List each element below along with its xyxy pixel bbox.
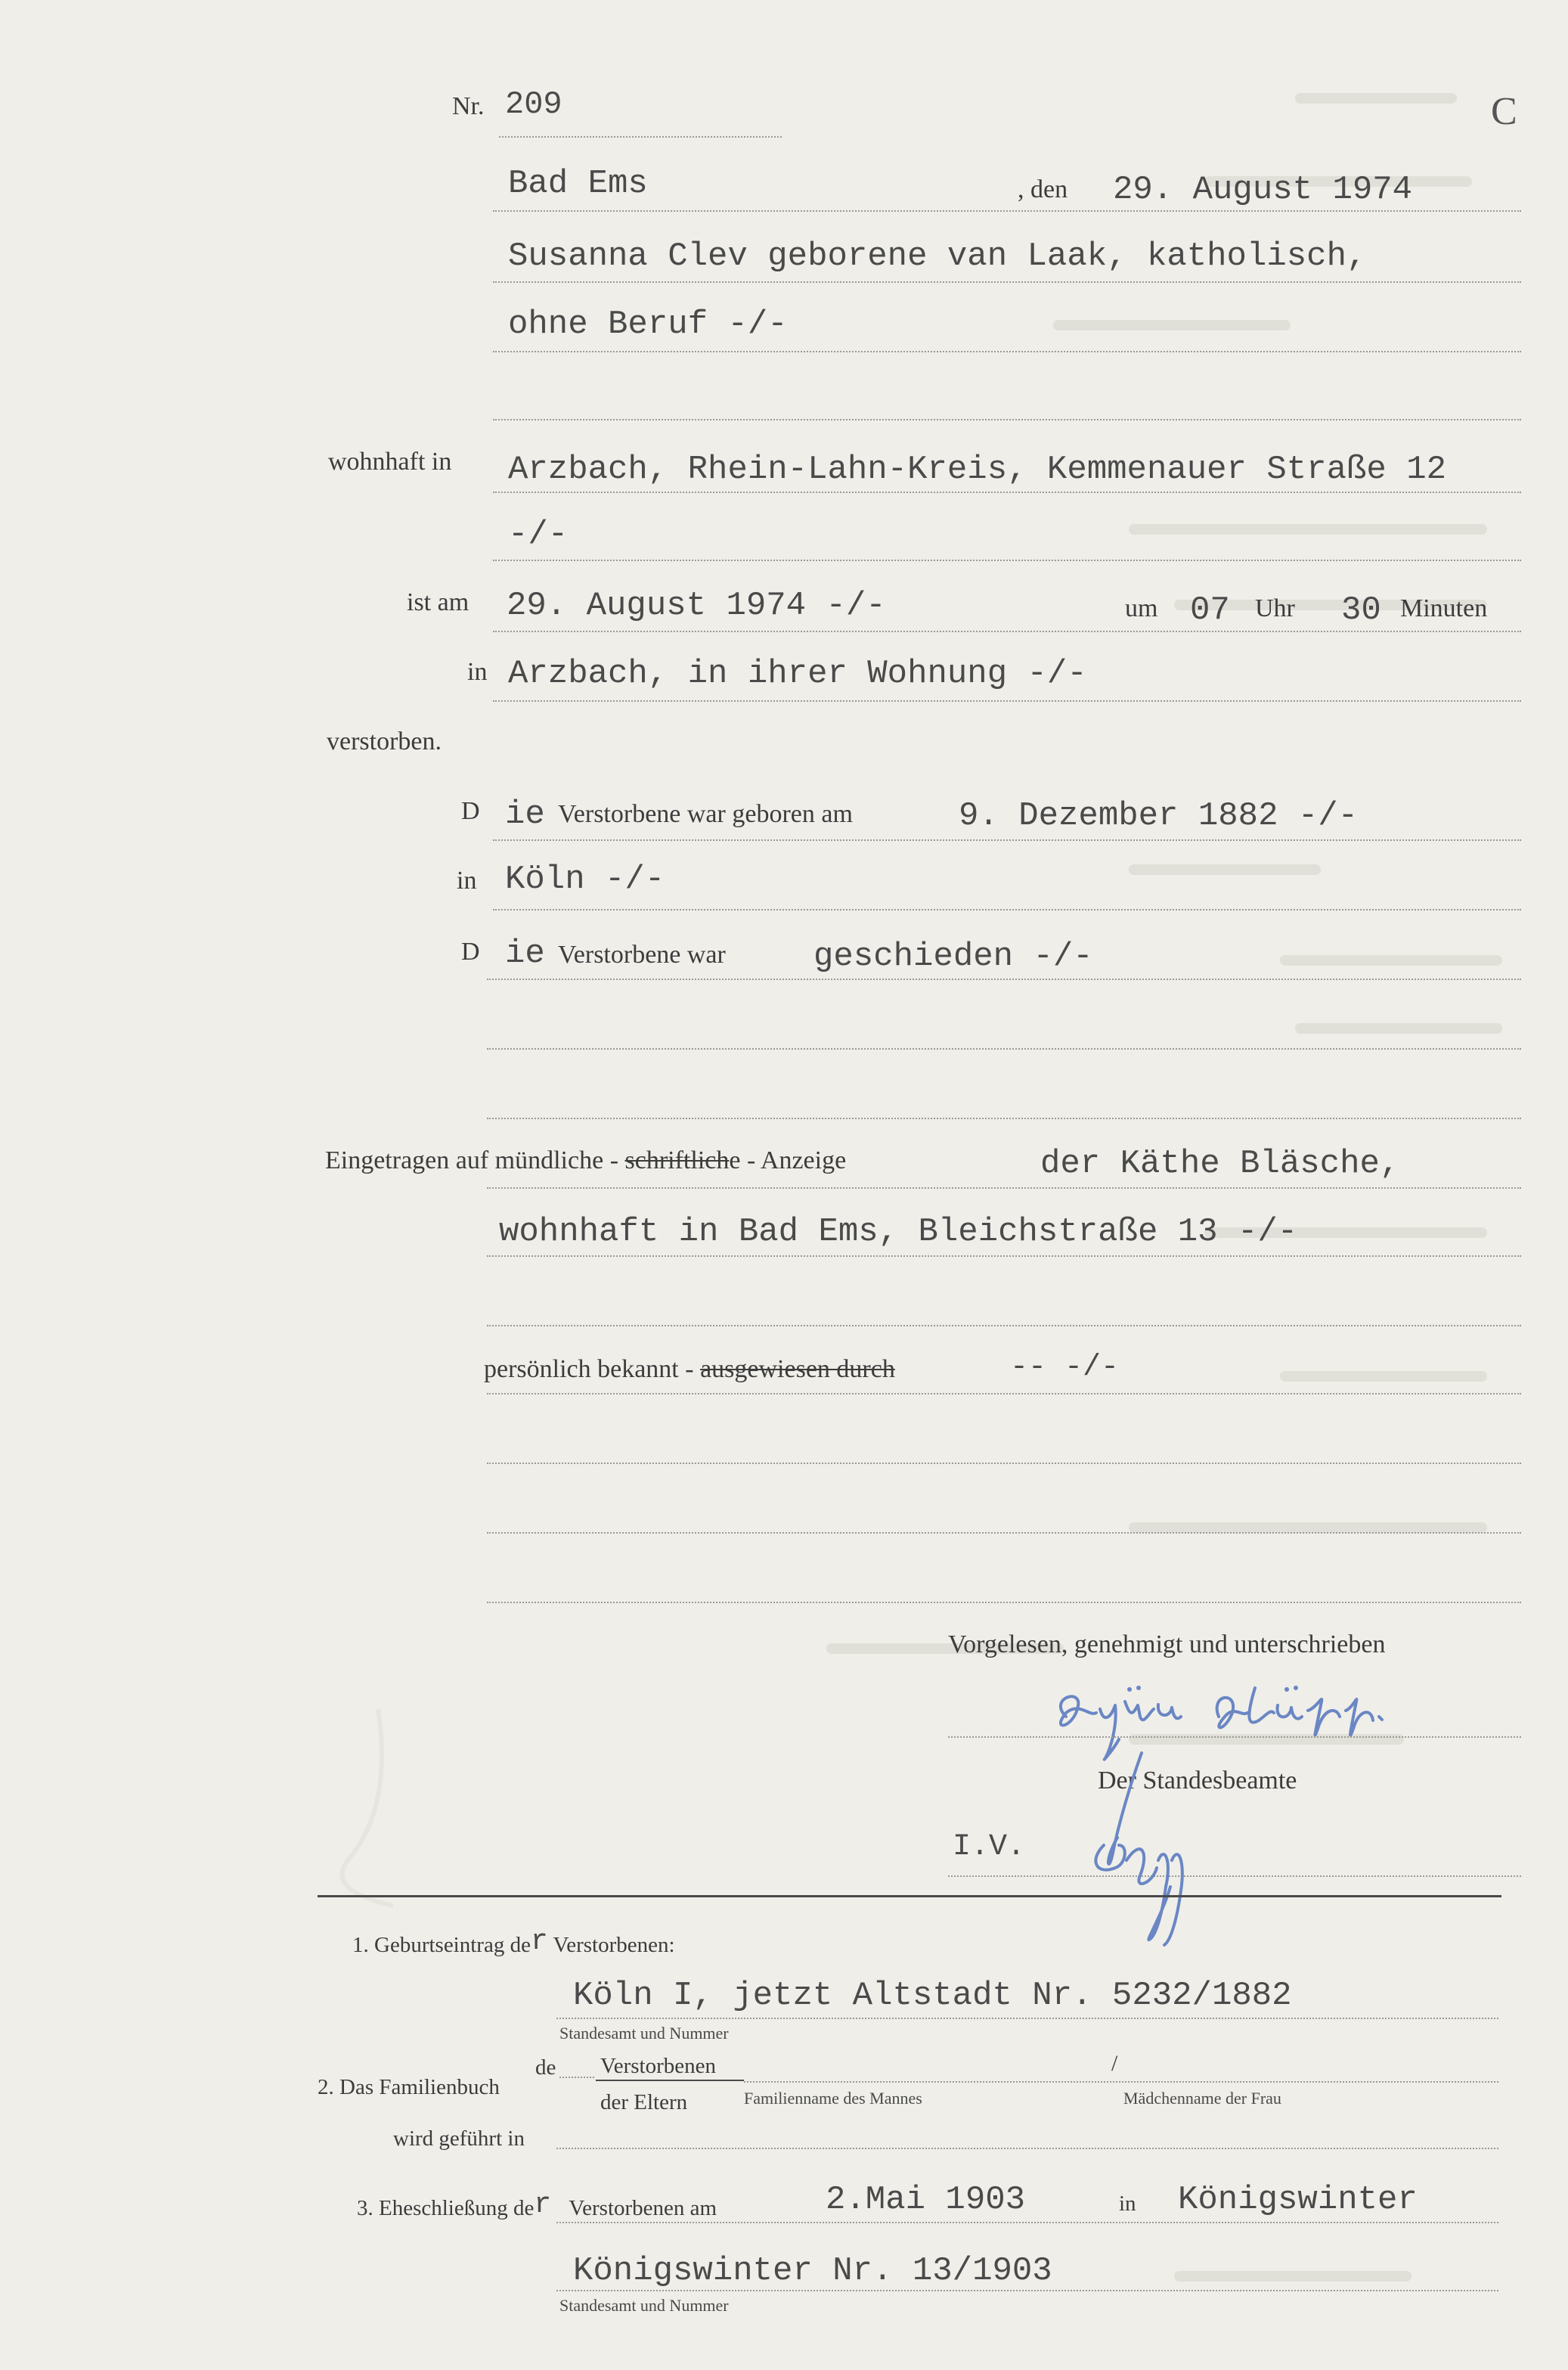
address-line-2: -/- xyxy=(508,516,569,554)
informant-rule-3 xyxy=(487,1325,1521,1326)
form-corner-letter: C xyxy=(1491,90,1517,133)
birth-ie: ie xyxy=(505,796,545,833)
vorgelesen-label: Vorgelesen, genehmigt und unterschrieben xyxy=(948,1630,1386,1658)
birth-entry-value: Köln I, jetzt Altstadt Nr. 5232/1882 xyxy=(573,1977,1292,2015)
place-date-line xyxy=(493,210,1521,212)
item2-slash: / xyxy=(1111,2051,1118,2076)
uhr-label: Uhr xyxy=(1255,594,1295,622)
item2-verstorbenen-underline xyxy=(596,2080,744,2081)
wird-gefuehrt-label: wird geführt in xyxy=(393,2126,525,2151)
blank-rule-3 xyxy=(487,1602,1521,1603)
birth-place: Köln -/- xyxy=(505,861,665,898)
item2-label: 2. Das Familienbuch xyxy=(318,2075,500,2099)
bekannt-suffix: -- -/- xyxy=(1010,1351,1120,1385)
nr-label: Nr. xyxy=(452,92,485,120)
maedchenname-label: Mädchenname der Frau xyxy=(1123,2089,1281,2108)
ausgewiesen-struck: ausgewiesen durch xyxy=(700,1355,895,1383)
death-date-rule xyxy=(493,631,1521,632)
informant-rule-2 xyxy=(487,1255,1521,1257)
marital-d-prefix: D xyxy=(461,938,480,966)
marriage-date: 2.Mai 1903 xyxy=(826,2181,1026,2219)
death-date: 29. August 1974 -/- xyxy=(507,587,886,625)
item2-familienbuch-rule xyxy=(556,2148,1498,2149)
item2-de: de xyxy=(535,2055,556,2080)
item1-r: r xyxy=(530,1925,548,1958)
marital-rule-1 xyxy=(487,979,1521,980)
marital-status: geschieden -/- xyxy=(813,938,1093,976)
item3-in: in xyxy=(1119,2192,1136,2216)
registration-date: 29. August 1974 xyxy=(1113,171,1413,209)
deceased-name-line-2: ohne Beruf -/- xyxy=(508,306,788,343)
geboren-label: Verstorbene war geboren am xyxy=(558,800,853,828)
entry-number: 209 xyxy=(505,86,562,123)
wohnhaft-label: wohnhaft in xyxy=(328,448,452,476)
eingetragen-label xyxy=(325,1146,846,1175)
birth-d-prefix: D xyxy=(461,797,480,825)
informant-line-1: der Käthe Bläsche, xyxy=(1040,1145,1400,1183)
in-label-birth: in xyxy=(457,867,477,895)
der-eltern-label: der Eltern xyxy=(600,2090,688,2114)
birth-date: 9. Dezember 1882 -/- xyxy=(959,797,1359,835)
anzeige-label: - Anzeige xyxy=(746,1146,847,1174)
item1-label xyxy=(352,1925,675,1961)
item2-rule xyxy=(744,2081,1498,2083)
marriage-reg-rule xyxy=(556,2290,1498,2291)
marriage-place: Königswinter xyxy=(1178,2181,1418,2219)
item1-text: 1. Geburtseintrag de xyxy=(352,1933,531,1957)
birth-place-rule xyxy=(493,909,1521,910)
address-line-1: Arzbach, Rhein-Lahn-Kreis, Kemmenauer Straße 12 xyxy=(508,451,1447,489)
item3-text: 3. Eheschließung de xyxy=(357,2196,535,2220)
item1-rule xyxy=(556,2018,1498,2019)
marital-rule-2 xyxy=(487,1048,1521,1050)
familienname-label: Familienname des Mannes xyxy=(744,2089,922,2108)
iv-label: I.V. xyxy=(953,1830,1026,1864)
death-hour: 07 xyxy=(1190,591,1230,629)
birth-date-rule xyxy=(493,839,1521,841)
death-place-rule xyxy=(493,700,1521,702)
marital-ie: ie xyxy=(505,935,545,973)
den-label: , den xyxy=(1018,175,1068,203)
e-suffix: e xyxy=(729,1146,741,1174)
bekannt-rule xyxy=(487,1393,1521,1394)
registrar-signature xyxy=(1074,1747,1225,1951)
standesamt-label-2: Standesamt und Nummer xyxy=(559,2296,729,2315)
verstorbene-war-label: Verstorbene war xyxy=(558,941,726,969)
standesbeamte-label: Der Standesbeamte xyxy=(1098,1767,1297,1795)
nr-line xyxy=(499,136,782,138)
item3-rule xyxy=(556,2222,1498,2223)
standesamt-label-1: Standesamt und Nummer xyxy=(559,2024,729,2043)
schriftlich-struck: schriftlich xyxy=(624,1146,730,1174)
informant-line-2: wohnhaft in Bad Ems, Bleichstraße 13 -/- xyxy=(499,1213,1298,1251)
informant-signature-rule xyxy=(948,1736,1521,1738)
blank-rule-1 xyxy=(487,1463,1521,1464)
deceased-name-line-1: Susanna Clev geborene van Laak, katholisch, xyxy=(508,237,1367,275)
verstorben-label: verstorben. xyxy=(327,727,442,755)
item2-verstorbenen: Verstorbenen xyxy=(600,2054,717,2078)
eingetragen-text: Eingetragen auf mündliche - xyxy=(325,1146,619,1174)
registrar-signature-rule xyxy=(948,1875,1521,1877)
ist-am-label: ist am xyxy=(407,588,469,616)
bekannt-text: persönlich bekannt - xyxy=(484,1355,694,1383)
name-line-3 xyxy=(493,419,1521,420)
in-label-death: in xyxy=(467,658,488,686)
registry-place: Bad Ems xyxy=(508,165,648,203)
marital-rule-3 xyxy=(487,1118,1521,1119)
um-label: um xyxy=(1125,594,1158,622)
item1-suffix: Verstorbenen: xyxy=(553,1933,675,1957)
death-minutes: 30 xyxy=(1341,591,1381,629)
bekannt-label xyxy=(484,1355,895,1384)
death-place: Arzbach, in ihrer Wohnung -/- xyxy=(508,655,1087,693)
informant-rule-1 xyxy=(487,1187,1521,1189)
item3-mid: Verstorbenen am xyxy=(569,2196,717,2220)
name-line-1 xyxy=(493,281,1521,283)
item2-de-dots xyxy=(559,2077,594,2078)
marriage-registration: Königswinter Nr. 13/1903 xyxy=(573,2252,1052,2290)
name-line-2 xyxy=(493,351,1521,352)
footer-divider xyxy=(318,1895,1501,1897)
address-line-2-rule xyxy=(493,560,1521,561)
item3-label xyxy=(357,2189,717,2224)
address-line-1-rule xyxy=(493,492,1521,493)
blank-rule-2 xyxy=(487,1532,1521,1534)
item3-r: r xyxy=(534,2189,552,2221)
minuten-label: Minuten xyxy=(1400,594,1488,622)
